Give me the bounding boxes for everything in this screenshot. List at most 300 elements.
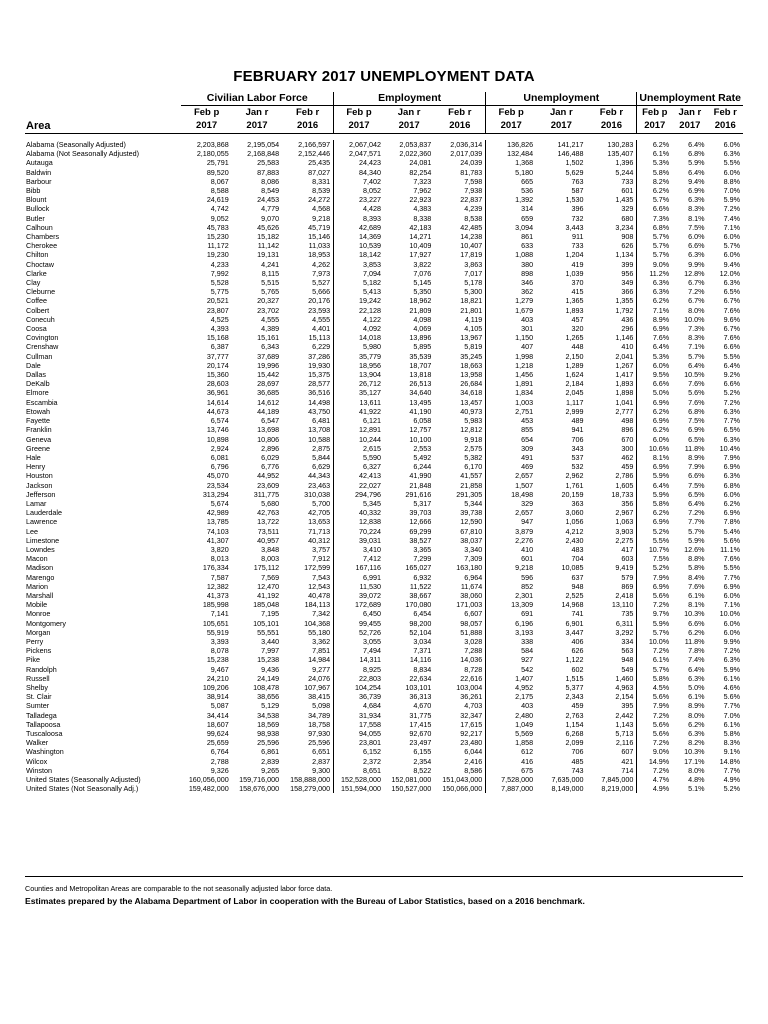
data-cell: 6.1% bbox=[637, 149, 672, 158]
data-cell: 21,858 bbox=[460, 480, 483, 490]
data-cell: 6.0% bbox=[688, 232, 705, 242]
year-header: 2017 bbox=[672, 119, 707, 134]
table-row bbox=[25, 674, 743, 683]
data-cell: 4,233 bbox=[210, 259, 229, 269]
data-cell: 3,393 bbox=[210, 636, 229, 646]
data-cell: 7.7% bbox=[723, 416, 740, 426]
data-cell: 6.2% bbox=[637, 508, 672, 517]
table-row bbox=[25, 333, 743, 342]
data-cell: 40,332 bbox=[334, 508, 384, 517]
year-header: 2016 bbox=[282, 119, 333, 134]
data-cell: 172,599 bbox=[304, 563, 331, 573]
data-cell: 105,651 bbox=[202, 618, 229, 628]
data-cell: 7.5% bbox=[637, 554, 672, 563]
data-cell: 34,538 bbox=[257, 710, 280, 720]
data-cell: 6.6% bbox=[723, 342, 740, 352]
data-cell: 37,777 bbox=[206, 351, 229, 361]
data-cell: 6.0% bbox=[637, 361, 672, 370]
data-cell: 5,377 bbox=[565, 682, 584, 692]
data-cell: 5.6% bbox=[637, 720, 672, 729]
data-cell: 356 bbox=[621, 498, 634, 508]
data-cell: 3,848 bbox=[261, 544, 280, 554]
data-cell: 41,990 bbox=[409, 471, 432, 481]
data-cell: 363 bbox=[571, 498, 584, 508]
data-cell: 135,407 bbox=[607, 149, 634, 159]
data-cell: 6.2% bbox=[688, 719, 705, 729]
data-cell: 300 bbox=[621, 443, 634, 453]
data-cell: 459 bbox=[571, 701, 584, 711]
data-cell: 956 bbox=[621, 268, 634, 278]
data-cell: 6.3% bbox=[723, 655, 740, 665]
area-name: Elmore bbox=[26, 388, 49, 398]
data-cell: 8,115 bbox=[261, 268, 280, 278]
data-cell: 7.3% bbox=[637, 214, 672, 223]
data-cell: 5.7% bbox=[723, 241, 740, 251]
area-name: Chambers bbox=[26, 232, 60, 242]
data-cell: 1,407 bbox=[486, 674, 536, 683]
data-cell: 2,430 bbox=[565, 535, 584, 545]
data-cell: 36,739 bbox=[334, 692, 384, 701]
data-cell: 5.2% bbox=[637, 527, 672, 536]
area-name: Chilton bbox=[26, 250, 49, 260]
data-cell: 485 bbox=[571, 756, 584, 766]
data-cell: 1,056 bbox=[565, 517, 584, 527]
data-cell: 160,056,000 bbox=[188, 775, 229, 785]
data-cell: 13,785 bbox=[206, 517, 229, 527]
data-cell: 2,184 bbox=[565, 379, 584, 389]
data-cell: 6,481 bbox=[312, 416, 331, 426]
data-cell: 741 bbox=[571, 609, 584, 619]
data-cell: 24,081 bbox=[409, 158, 432, 168]
data-cell: 6.4% bbox=[688, 498, 705, 508]
data-cell: 2,615 bbox=[334, 444, 384, 453]
data-cell: 84,340 bbox=[334, 168, 384, 177]
data-cell: 13,457 bbox=[460, 397, 483, 407]
data-cell: 1,279 bbox=[486, 296, 536, 305]
data-cell: 4,555 bbox=[261, 314, 280, 324]
data-cell: 3,292 bbox=[615, 627, 634, 637]
data-cell: 45,719 bbox=[308, 222, 331, 232]
data-cell: 6.7% bbox=[723, 324, 740, 334]
data-cell: 7.7% bbox=[723, 701, 740, 711]
table-row bbox=[25, 315, 743, 324]
data-cell: 105,101 bbox=[253, 618, 280, 628]
data-cell: 7,598 bbox=[464, 176, 483, 186]
data-cell: 5,300 bbox=[464, 287, 483, 297]
data-cell: 5.9% bbox=[723, 195, 740, 205]
data-cell: 6.9% bbox=[723, 462, 740, 472]
area-name: Tallapoosa bbox=[26, 719, 61, 729]
data-cell: 26,684 bbox=[460, 379, 483, 389]
page-title: FEBRUARY 2017 UNEMPLOYMENT DATA bbox=[233, 68, 535, 85]
data-cell: 2,924 bbox=[210, 443, 229, 453]
area-name: Colbert bbox=[26, 305, 50, 315]
data-cell: 18,142 bbox=[334, 250, 384, 259]
data-cell: 395 bbox=[621, 701, 634, 711]
data-cell: 1,267 bbox=[615, 360, 634, 370]
data-cell: 14,614 bbox=[206, 397, 229, 407]
area-name: Randolph bbox=[26, 664, 57, 674]
data-cell: 5.2% bbox=[723, 784, 740, 794]
data-cell: 6.1% bbox=[637, 655, 672, 664]
data-cell: 947 bbox=[486, 517, 536, 526]
data-cell: 7.6% bbox=[688, 581, 705, 591]
data-cell: 38,415 bbox=[308, 692, 331, 702]
area-name: Cleburne bbox=[26, 287, 56, 297]
area-name: Autauga bbox=[26, 158, 53, 168]
data-cell: 6,991 bbox=[334, 573, 384, 582]
data-cell: 8.9% bbox=[688, 701, 705, 711]
data-cell: 2,354 bbox=[413, 756, 432, 766]
table-row bbox=[25, 619, 743, 628]
data-cell: 1,143 bbox=[615, 719, 634, 729]
data-cell: 311,775 bbox=[253, 489, 280, 499]
data-cell: 26,513 bbox=[409, 379, 432, 389]
area-name: Blount bbox=[26, 195, 47, 205]
data-cell: 5,098 bbox=[312, 701, 331, 711]
data-cell: 1,834 bbox=[486, 388, 536, 397]
data-cell: 7.2% bbox=[637, 738, 672, 747]
data-cell: 103,101 bbox=[405, 682, 432, 692]
data-cell: 7.2% bbox=[688, 287, 705, 297]
data-cell: 1,289 bbox=[565, 360, 584, 370]
table-row bbox=[25, 223, 743, 232]
data-cell: 6.3% bbox=[723, 434, 740, 444]
data-cell: 6,081 bbox=[210, 452, 229, 462]
data-cell: 21,809 bbox=[409, 305, 432, 315]
table-row bbox=[25, 683, 743, 692]
table-row bbox=[25, 453, 743, 462]
data-cell: 20,159 bbox=[561, 489, 584, 499]
data-cell: 4,401 bbox=[312, 324, 331, 334]
data-cell: 9,277 bbox=[312, 664, 331, 674]
data-cell: 7.9% bbox=[637, 573, 672, 582]
data-cell: 2,416 bbox=[464, 756, 483, 766]
data-cell: 5.7% bbox=[637, 232, 672, 241]
data-cell: 41,922 bbox=[334, 407, 384, 416]
data-cell: 12,812 bbox=[460, 425, 483, 435]
data-cell: 92,670 bbox=[409, 729, 432, 738]
data-cell: 5.9% bbox=[637, 490, 672, 499]
data-cell: 1,435 bbox=[615, 195, 634, 205]
table-row bbox=[25, 379, 743, 388]
data-cell: 10,244 bbox=[334, 435, 384, 444]
data-cell: 6,029 bbox=[261, 452, 280, 462]
table-row bbox=[25, 370, 743, 379]
data-cell: 170,080 bbox=[405, 600, 432, 610]
data-cell: 6,044 bbox=[464, 747, 483, 757]
data-cell: 2,047,571 bbox=[334, 149, 384, 158]
data-cell: 8,078 bbox=[210, 646, 229, 656]
data-cell: 44,343 bbox=[308, 471, 331, 481]
data-cell: 5,666 bbox=[312, 287, 331, 297]
data-cell: 6,155 bbox=[413, 747, 432, 757]
data-cell: 35,539 bbox=[409, 351, 432, 361]
data-cell: 6.2% bbox=[723, 498, 740, 508]
data-cell: 6.8% bbox=[688, 149, 705, 159]
area-name: Crenshaw bbox=[26, 342, 59, 352]
data-cell: 10.0% bbox=[719, 609, 740, 619]
data-cell: 4,098 bbox=[413, 314, 432, 324]
data-cell: 5,182 bbox=[334, 278, 384, 287]
data-cell: 2,788 bbox=[210, 756, 229, 766]
data-cell: 4.9% bbox=[637, 784, 672, 793]
data-cell: 40,973 bbox=[460, 406, 483, 416]
data-cell: 8,219,000 bbox=[601, 784, 634, 794]
data-cell: 8.9% bbox=[688, 452, 705, 462]
data-cell: 10.0% bbox=[637, 637, 672, 646]
data-cell: 7,851 bbox=[312, 646, 331, 656]
data-cell: 6.7% bbox=[723, 296, 740, 306]
data-cell: 5.6% bbox=[637, 692, 672, 701]
data-cell: 1,507 bbox=[486, 481, 536, 490]
data-cell: 2,168,848 bbox=[247, 149, 280, 159]
data-cell: 1,049 bbox=[486, 720, 536, 729]
data-cell: 6,651 bbox=[312, 747, 331, 757]
data-cell: 42,183 bbox=[409, 222, 432, 232]
table-row bbox=[25, 260, 743, 269]
area-name: Russell bbox=[26, 673, 50, 683]
data-cell: 2,763 bbox=[565, 710, 584, 720]
data-cell: 6.5% bbox=[723, 425, 740, 435]
data-cell: 941 bbox=[571, 425, 584, 435]
data-cell: 8,728 bbox=[464, 664, 483, 674]
data-cell: 11.2% bbox=[637, 269, 672, 278]
table-row bbox=[25, 398, 743, 407]
data-cell: 2,166,597 bbox=[298, 140, 331, 149]
data-cell: 1,761 bbox=[565, 480, 584, 490]
data-cell: 18,707 bbox=[409, 360, 432, 370]
data-cell: 6,901 bbox=[565, 618, 584, 628]
data-cell: 9,070 bbox=[261, 213, 280, 223]
data-cell: 5.8% bbox=[723, 729, 740, 738]
data-cell: 549 bbox=[621, 664, 634, 674]
data-cell: 2,751 bbox=[486, 407, 536, 416]
area-name: Butler bbox=[26, 213, 45, 223]
data-cell: 1,355 bbox=[615, 296, 634, 306]
data-cell: 24,210 bbox=[206, 673, 229, 683]
data-cell: 6.9% bbox=[688, 425, 705, 435]
data-cell: 5.8% bbox=[637, 499, 672, 508]
data-cell: 184,113 bbox=[304, 600, 331, 610]
table-row bbox=[25, 324, 743, 333]
data-cell: 706 bbox=[571, 434, 584, 444]
data-cell: 4,703 bbox=[464, 701, 483, 711]
data-cell: 6.3% bbox=[688, 673, 705, 683]
data-cell: 4,119 bbox=[464, 314, 483, 324]
data-cell: 14.8% bbox=[719, 756, 740, 766]
data-cell: 743 bbox=[571, 765, 584, 775]
data-cell: 17.1% bbox=[684, 756, 705, 766]
data-cell: 1,792 bbox=[615, 305, 634, 315]
data-cell: 532 bbox=[571, 462, 584, 472]
data-cell: 4,525 bbox=[210, 314, 229, 324]
data-cell: 2,022,360 bbox=[399, 149, 432, 159]
data-cell: 436 bbox=[621, 314, 634, 324]
data-cell: 2,099 bbox=[565, 738, 584, 748]
data-cell: 9.0% bbox=[637, 260, 672, 269]
data-cell: 7,569 bbox=[261, 572, 280, 582]
data-cell: 2,418 bbox=[615, 590, 634, 600]
data-cell: 132,484 bbox=[486, 149, 536, 158]
data-cell: 35,779 bbox=[334, 352, 384, 361]
area-name: Jackson bbox=[26, 480, 53, 490]
table-row bbox=[25, 435, 743, 444]
data-cell: 2,152,446 bbox=[298, 149, 331, 159]
data-cell: 5.8% bbox=[637, 674, 672, 683]
data-cell: 7,017 bbox=[464, 268, 483, 278]
data-cell: 5,980 bbox=[334, 342, 384, 351]
data-cell: 1,891 bbox=[486, 379, 536, 388]
data-cell: 2,962 bbox=[565, 471, 584, 481]
data-cell: 7,543 bbox=[312, 572, 331, 582]
data-cell: 4,568 bbox=[312, 204, 331, 214]
data-cell: 67,810 bbox=[460, 526, 483, 536]
data-cell: 13,746 bbox=[206, 425, 229, 435]
data-cell: 12,666 bbox=[409, 517, 432, 527]
data-cell: 11.1% bbox=[720, 544, 740, 554]
data-cell: 5,178 bbox=[464, 278, 483, 288]
data-cell: 13,110 bbox=[611, 600, 634, 610]
data-cell: 39,031 bbox=[334, 536, 384, 545]
data-cell: 6.4% bbox=[688, 360, 705, 370]
data-cell: 5.7% bbox=[637, 250, 672, 259]
group-civilian-labor-force: Civilian Labor Force bbox=[181, 92, 333, 106]
data-cell: 6.3% bbox=[688, 729, 705, 738]
table-row bbox=[25, 665, 743, 674]
data-cell: 43,750 bbox=[308, 406, 331, 416]
table-row bbox=[25, 517, 743, 526]
footer-divider bbox=[25, 876, 743, 877]
data-cell: 5,180 bbox=[486, 168, 536, 177]
data-cell: 2,343 bbox=[565, 692, 584, 702]
data-cell: 1,041 bbox=[615, 397, 634, 407]
data-cell: 5.7% bbox=[637, 628, 672, 637]
data-cell: 7.3% bbox=[688, 324, 705, 334]
data-cell: 5.7% bbox=[637, 195, 672, 204]
table-header bbox=[25, 92, 743, 134]
data-cell: 6.6% bbox=[723, 379, 740, 389]
data-cell: 36,961 bbox=[206, 388, 229, 398]
data-cell: 4,670 bbox=[413, 701, 432, 711]
data-cell: 5,895 bbox=[413, 342, 432, 352]
table-row bbox=[25, 306, 743, 315]
data-cell: 6.0% bbox=[723, 627, 740, 637]
data-cell: 1,204 bbox=[565, 250, 584, 260]
table-row bbox=[25, 361, 743, 370]
data-cell: 5.0% bbox=[637, 388, 672, 397]
data-cell: 2,276 bbox=[486, 536, 536, 545]
year-header: 2017 bbox=[334, 119, 384, 134]
table-row bbox=[25, 609, 743, 618]
data-cell: 24,423 bbox=[334, 158, 384, 167]
data-cell: 5.6% bbox=[723, 692, 740, 702]
data-cell: 2,875 bbox=[312, 443, 331, 453]
data-cell: 41,192 bbox=[257, 590, 280, 600]
data-cell: 21,848 bbox=[409, 480, 432, 490]
data-cell: 680 bbox=[621, 213, 634, 223]
data-cell: 3,903 bbox=[615, 526, 634, 536]
area-name: Lauderdale bbox=[26, 508, 62, 518]
data-cell: 6.9% bbox=[723, 581, 740, 591]
data-cell: 13,722 bbox=[257, 517, 280, 527]
data-cell: 5.1% bbox=[688, 784, 705, 794]
data-cell: 18,953 bbox=[308, 250, 331, 260]
data-cell: 8.8% bbox=[723, 176, 740, 186]
data-cell: 17,615 bbox=[460, 719, 483, 729]
data-cell: 7.7% bbox=[688, 517, 705, 527]
data-cell: 40,957 bbox=[257, 535, 280, 545]
data-cell: 8,834 bbox=[413, 664, 432, 674]
data-cell: 4,393 bbox=[210, 324, 229, 334]
data-cell: 6.6% bbox=[688, 618, 705, 628]
data-cell: 6.5% bbox=[688, 489, 705, 499]
data-cell: 320 bbox=[571, 324, 584, 334]
data-cell: 6.9% bbox=[637, 517, 672, 526]
data-cell: 5,713 bbox=[615, 729, 634, 738]
data-cell: 12.8% bbox=[684, 268, 705, 278]
data-cell: 9,419 bbox=[615, 563, 634, 573]
data-cell: 18,956 bbox=[334, 361, 384, 370]
data-cell: 1,154 bbox=[565, 719, 584, 729]
data-cell: 9,052 bbox=[210, 213, 229, 223]
data-cell: 9.2% bbox=[723, 370, 740, 380]
data-cell: 13,653 bbox=[308, 517, 331, 527]
data-cell: 8,003 bbox=[261, 554, 280, 564]
data-cell: 7.8% bbox=[688, 646, 705, 656]
data-cell: 1,003 bbox=[486, 398, 536, 407]
table-row bbox=[25, 775, 743, 784]
period-header: Feb p bbox=[486, 106, 536, 120]
data-cell: 13,958 bbox=[460, 370, 483, 380]
data-cell: 8,538 bbox=[464, 213, 483, 223]
data-cell: 8,338 bbox=[413, 213, 432, 223]
data-cell: 38,914 bbox=[206, 692, 229, 702]
data-cell: 10.0% bbox=[684, 314, 705, 324]
data-cell: 8.3% bbox=[688, 333, 705, 343]
data-cell: 2,777 bbox=[615, 406, 634, 416]
data-cell: 14,984 bbox=[308, 655, 331, 665]
data-cell: 5,983 bbox=[464, 416, 483, 426]
area-name: Jefferson bbox=[26, 489, 56, 499]
area-name: Cherokee bbox=[26, 241, 58, 251]
data-cell: 6.3% bbox=[723, 278, 740, 288]
data-cell: 3,410 bbox=[334, 545, 384, 554]
data-cell: 6.4% bbox=[688, 140, 705, 149]
data-cell: 7,912 bbox=[312, 554, 331, 564]
data-cell: 5,527 bbox=[312, 278, 331, 288]
data-cell: 732 bbox=[571, 213, 584, 223]
data-cell: 5.2% bbox=[723, 388, 740, 398]
data-cell: 5.9% bbox=[688, 535, 705, 545]
data-cell: 4,069 bbox=[413, 324, 432, 334]
data-cell: 349 bbox=[621, 278, 634, 288]
data-cell: 98,938 bbox=[257, 729, 280, 738]
table-row bbox=[25, 536, 743, 545]
data-cell: 5,775 bbox=[210, 287, 229, 297]
data-cell: 94,055 bbox=[334, 729, 384, 738]
data-cell: 601 bbox=[621, 186, 634, 196]
data-cell: 8.0% bbox=[688, 305, 705, 315]
data-cell: 536 bbox=[486, 186, 536, 195]
data-cell: 691 bbox=[486, 609, 536, 618]
data-cell: 82,254 bbox=[409, 167, 432, 177]
data-cell: 150,066,000 bbox=[442, 784, 483, 794]
data-cell: 462 bbox=[621, 452, 634, 462]
data-cell: 4.7% bbox=[637, 775, 672, 784]
data-cell: 898 bbox=[486, 269, 536, 278]
area-name: Madison bbox=[26, 563, 54, 573]
